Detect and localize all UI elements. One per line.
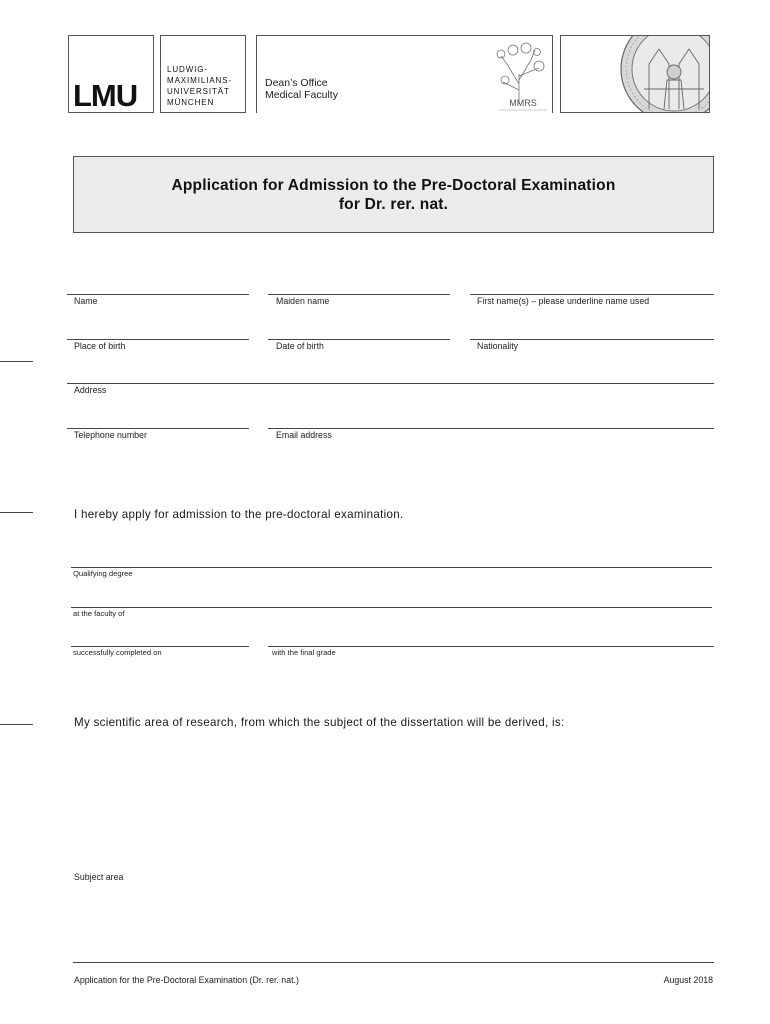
mmrs-tree-logo (493, 40, 551, 112)
footer-title: Application for the Pre-Doctoral Examination (Dr. rer. nat.) (74, 975, 299, 985)
maiden-name-field[interactable] (268, 294, 450, 295)
faculty-field[interactable] (71, 607, 712, 608)
lmu-logo: LMU (73, 78, 138, 113)
date-of-birth-field[interactable] (268, 339, 450, 340)
email-field[interactable] (268, 428, 714, 429)
nationality-label: Nationality (477, 341, 519, 351)
faculty-label: at the faculty of (73, 609, 125, 618)
university-seal-box (560, 35, 710, 113)
telephone-label: Telephone number (74, 430, 147, 440)
qualifying-degree-label: Qualifying degree (73, 569, 133, 578)
final-grade-label: with the final grade (272, 648, 336, 657)
mmrs-text: MMRS (509, 98, 537, 108)
form-title: Application for Admission to the Pre-Doctoral Examination (171, 177, 616, 194)
university-name-line: UNIVERSITÄT (167, 87, 230, 96)
email-label: Email address (276, 430, 332, 440)
telephone-field[interactable] (67, 428, 249, 429)
address-label: Address (74, 385, 107, 395)
first-names-label: First name(s) – please underline name used (477, 296, 650, 306)
subject-area-label: Subject area (74, 872, 124, 882)
application-statement: I hereby apply for admission to the pre-doctoral examination. (74, 508, 404, 521)
university-name-line: MÜNCHEN (167, 98, 215, 107)
fold-mark (0, 361, 33, 362)
qualifying-degree-field[interactable] (71, 567, 712, 568)
office-line: Medical Faculty (265, 89, 338, 101)
research-statement: My scientific area of research, from which the subject of the dissertation will be derived, is: (74, 716, 565, 729)
office-line: Dean’s Office (265, 77, 328, 89)
maiden-name-label: Maiden name (276, 296, 330, 306)
fold-mark (0, 724, 33, 725)
address-field[interactable] (67, 383, 714, 384)
footer-date: August 2018 (663, 975, 713, 985)
deans-office-box (256, 35, 553, 113)
university-seal (619, 35, 710, 113)
name-field[interactable] (67, 294, 249, 295)
completed-on-field[interactable] (71, 646, 249, 647)
completed-on-label: successfully completed on (73, 648, 162, 657)
final-grade-field[interactable] (268, 646, 714, 647)
form-subtitle: for Dr. rer. nat. (338, 196, 449, 213)
fold-mark (0, 512, 33, 513)
name-label: Name (74, 296, 98, 306)
form-title-box (73, 156, 714, 233)
university-name-box (160, 35, 246, 113)
place-of-birth-label: Place of birth (74, 341, 126, 351)
first-names-field[interactable] (470, 294, 714, 295)
lmu-logo-box (68, 35, 154, 113)
date-of-birth-label: Date of birth (276, 341, 324, 351)
nationality-field[interactable] (470, 339, 714, 340)
place-of-birth-field[interactable] (67, 339, 249, 340)
university-name-line: LUDWIG- (167, 65, 208, 74)
university-name-line: MAXIMILIANS- (167, 76, 233, 85)
footer-rule (73, 962, 714, 963)
